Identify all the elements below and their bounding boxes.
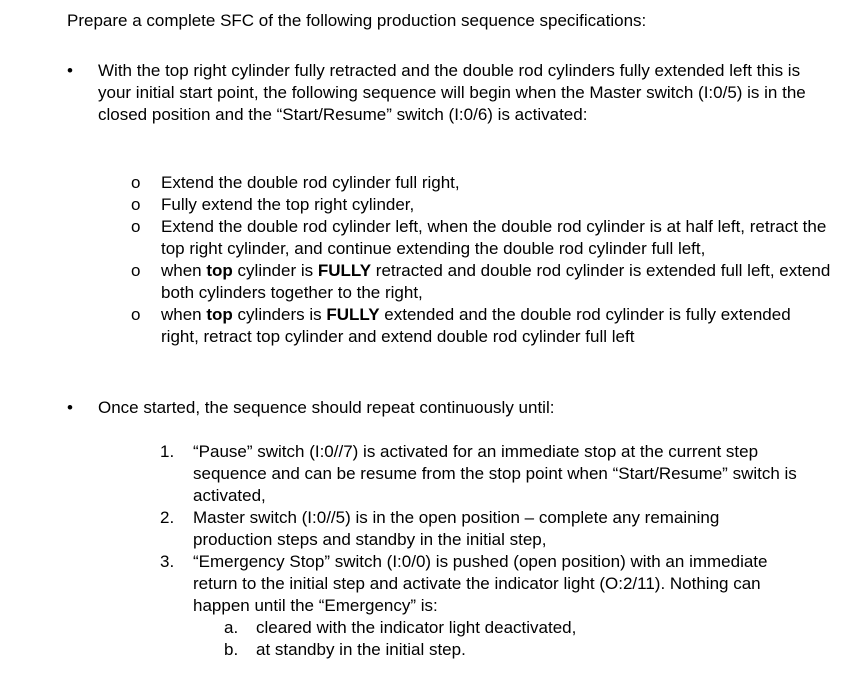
number-marker: 2.: [160, 508, 175, 527]
sequence-step: [131, 304, 831, 348]
stop-condition: [160, 507, 800, 551]
bullet-marker: •: [67, 398, 73, 417]
letter-marker: a.: [224, 618, 239, 637]
emergency-clear-item: [224, 617, 800, 639]
condition-text: “Emergency Stop” switch (I:0/0) is pushed (open position) with an immediate return to the initial step and activate the indicator light (O:2/11). Nothing can happen until the “Emergency” is:: [193, 552, 768, 615]
step-text: Extend the double rod cylinder left, when the double rod cylinder is at half left, retract the top right cylinder, and continue extending the double rod cylinder full left,: [161, 217, 827, 258]
step-text: Fully extend the top right cylinder,: [161, 195, 415, 214]
letter-marker: b.: [224, 640, 239, 659]
bold-word: top: [206, 305, 233, 324]
stop-condition: [160, 551, 800, 661]
repeat-conditions-text: Once started, the sequence should repeat continuously until:: [98, 398, 555, 417]
sub-bullet-marker: o: [131, 217, 141, 236]
number-marker: 1.: [160, 442, 175, 461]
start-conditions-text: With the top right cylinder fully retracted and the double rod cylinders fully extended left this is your initial start point, the following sequence will begin when the Master switch (I:0/5) is in the closed position and the “Start/Resume” switch (I:0/6) is activated:: [98, 61, 806, 124]
page-heading: Prepare a complete SFC of the following production sequence specifications:: [67, 11, 647, 30]
bold-word: FULLY: [317, 261, 372, 280]
condition-text: “Pause” switch (I:0//7) is activated for an immediate stop at the current step sequence and can be resume from the stop point when “Start/Resume” switch is activated,: [193, 442, 797, 505]
stop-conditions-list: [160, 441, 800, 661]
clear-item-text: at standby in the initial step.: [256, 640, 466, 659]
sub-bullet-marker: o: [131, 195, 141, 214]
stop-condition: [160, 441, 800, 507]
bold-word: top: [206, 261, 233, 280]
sub-bullet-marker: o: [131, 173, 141, 192]
number-marker: 3.: [160, 552, 175, 571]
bullet-marker: •: [67, 61, 73, 80]
sub-bullet-marker: o: [131, 305, 141, 324]
bold-word: FULLY: [326, 305, 380, 324]
step-text: when top cylinder is FULLY retracted and double rod cylinder is extended full left, extend both cylinders together to the right,: [161, 261, 831, 302]
step-text: Extend the double rod cylinder full right,: [161, 173, 460, 192]
sequence-step: [131, 216, 831, 260]
emergency-clear-item: [224, 639, 800, 661]
emergency-clear-list: [224, 617, 800, 661]
sequence-step: [131, 172, 831, 194]
sequence-step: [131, 194, 831, 216]
sub-bullet-marker: o: [131, 261, 141, 280]
condition-text: Master switch (I:0//5) is in the open position – complete any remaining production steps and standby in the initial step,: [193, 508, 720, 549]
step-text: when top cylinders is FULLY extended and the double rod cylinder is fully extended right, retract top cylinder and extend double rod cylinder full left: [161, 305, 791, 346]
clear-item-text: cleared with the indicator light deactivated,: [256, 618, 577, 637]
sequence-steps-list: [131, 172, 831, 348]
sequence-step: [131, 260, 831, 304]
